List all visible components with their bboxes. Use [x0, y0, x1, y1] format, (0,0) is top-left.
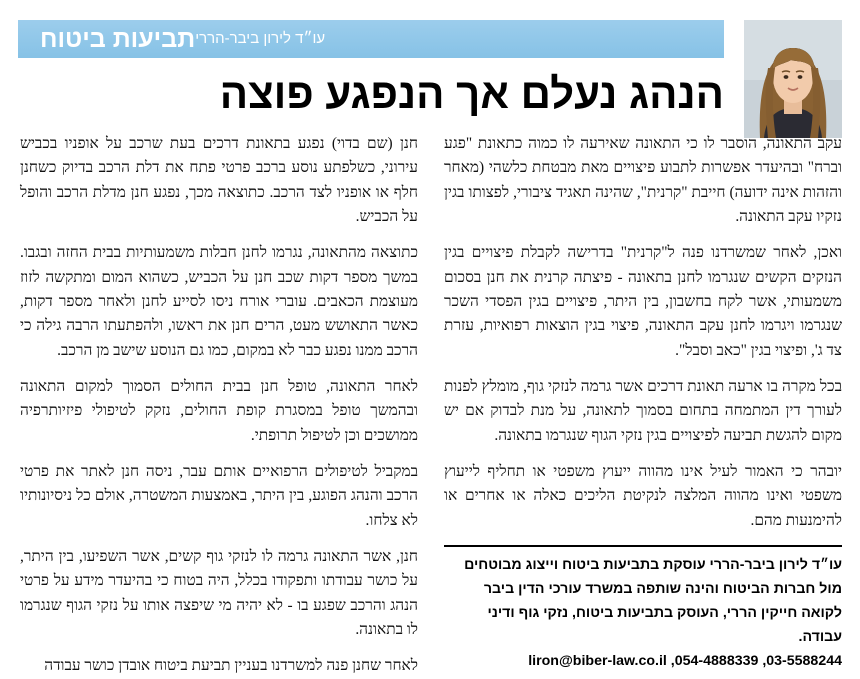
bio-divider	[444, 545, 842, 547]
article-body	[18, 132, 842, 675]
section-header-bar	[18, 20, 724, 58]
author-bio	[444, 545, 842, 672]
paragraph: חנן, אשר התאונה גרמה לו לנזקי גוף קשים, אשר השפיעו, בין היתר, על כושר עבודתו ותפקודו בכלל, היה בטוח כי בהיעדר מידע על פרטי הנהג והרכב שפגע בו - לא יהיה מי שיפצה אותו על נזקי הגוף שנגרמו לו בתאונה.	[20, 548, 418, 638]
article-headline: הנהג נעלם אך הנפגע פוצה	[219, 70, 724, 117]
paragraph: בכל מקרה בו ארעה תאונת דרכים אשר גרמה לנזקי גוף, מומלץ לפנות לעורך דין המתמחה בתחום בסמוך לתאונה, על מנת לבדוק אם יש מקום להגשת תביעה לפיצויים בגין נזקי הגוף שנגרמו בתאונה.	[444, 378, 842, 444]
paragraph: ואכן, לאחר שמשרדנו פנה ל"קרנית" בדרישה לקבלת פיצויים בגין הנזקים הקשים שנגרמו לחנן בתאונה - פיצתה קרנית את חנן בסכום משמעותי, אשר לקח בחשבון, בין היתר, פיצויים בגין הפסדי השכר שנגרמו ויגרמו לחנן עקב התאונה, פיצוי בגין הוצאות רפואיות, עזרת צד ג', ופיצוי בגין "כאב וסבל".	[444, 244, 842, 359]
column-right	[444, 132, 842, 670]
paragraph: כתוצאה מהתאונה, נגרמו לחנן חבלות משמעותיות בבית החזה ובגבו. במשך מספר דקות שכב חנן על הכביש, כשהוא המום ומתקשה לזוז מעוצמת הכאבים. עוברי אורח ניסו לסייע לחנן ולאחר מספר דקות, כאשר התאושש מעט, הרים חנן את ראשו, ולהפתעתו הרבה גילה כי הרכב ממנו נפגע כבר לא במקום, כמו גם הנוסע שישב מן הרכב.	[20, 244, 418, 359]
column-left	[20, 132, 418, 675]
paragraph: לאחר שחנן פנה למשרדנו בעניין תביעת ביטוח אובדן כושר עבודה	[44, 657, 418, 675]
paragraph: לאחר התאונה, טופל חנן בבית החולים הסמוך למקום התאונה ובהמשך טופל במסגרת קופת החולים, נזקק לטיפולי פיזיותרפיה ממושכים וכן לטיפול תרופתי.	[20, 378, 418, 444]
section-byline: עו״ד לירון ביבר-הררי	[195, 29, 326, 47]
bio-line: לקואה חייקין הררי, העוסק בתביעות ביטוח, נזקי גוף ודיני	[487, 605, 842, 622]
paragraph: יובהר כי האמור לעיל אינו מהווה ייעוץ משפטי או תחליף לייעוץ משפטי ואינו מהווה המלצה לנקיטת הליכים כאלה או אחרים או להימנעות מהם.	[444, 463, 842, 529]
author-contact[interactable]: liron@biber-law.co.il ,054-4888339 ,03-5588244	[528, 653, 842, 670]
author-photo	[744, 20, 842, 138]
bio-line: מול חברות הביטוח והינה שותפה במשרד עורכי הדין ביבר	[483, 581, 842, 598]
section-title: תביעות ביטוח	[40, 24, 196, 53]
bio-line: עבודה.	[798, 629, 842, 646]
bio-line: עו״ד לירון ביבר-הררי עוסקת בתביעות ביטוח וייצוג מבוטחים	[464, 557, 842, 574]
paragraph: חנן (שם בדוי) נפגע בתאונת דרכים בעת שרכב על אופניו בכביש עירוני, כשלפתע נוסע ברכב פרטי פתח את דלת הרכב בדיוק כשחנן חלף או אופניו לצד הרכב. כתוצאה מכך, נפגע חנן מדלת הרכב והופל על הכביש.	[20, 135, 418, 226]
avatar-illustration	[744, 20, 842, 138]
paragraph: עקב התאונה, הוסבר לו כי התאונה שאירעה לו כמוה כתאונת "פגע וברח" ובהיעדר אפשרות לתבוע פיצויים מאת מבטחת כלשהי (מאחר והזהות אינה ידועה) חייבת "קרנית", שהינה תאגיד ציבורי, לפצותו בגין נזקיו עקב התאונה.	[444, 135, 842, 226]
paragraph: במקביל לטיפולים הרפואיים אותם עבר, ניסה חנן לאתר את פרטי הרכב והנהג הפוגע, בין היתר, באמצעות המשטרה, אולם כל ניסיונותיו לא צלחו.	[20, 463, 418, 529]
